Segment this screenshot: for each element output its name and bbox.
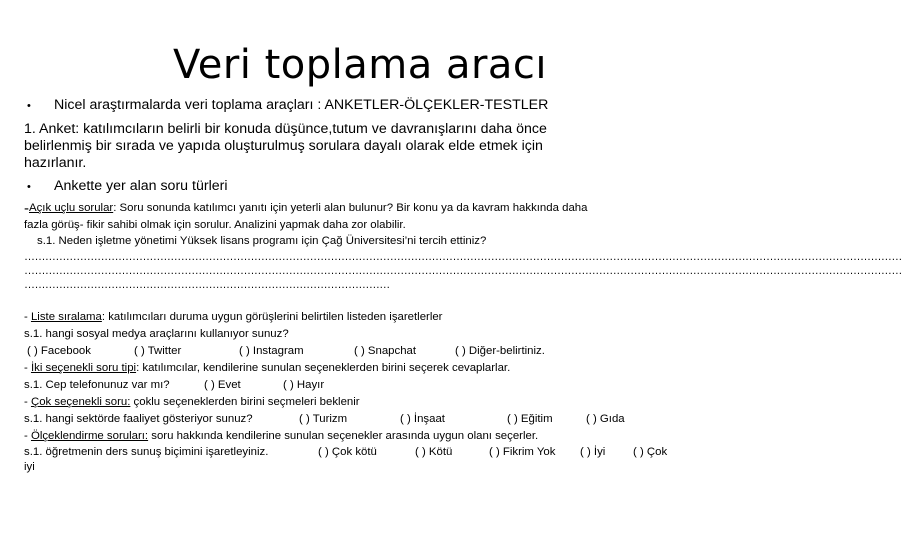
option-diger[interactable]: ( ) Diğer-belirtiniz. (455, 345, 545, 357)
anket-line-1-text: : katılımcıların belirli bir konuda düşünce,tutum ve davranışlarını daha önce (75, 121, 547, 137)
list-question: s.1. hangi sosyal medya araçlarını kullanıyor sunuz? (24, 328, 289, 340)
list-prefix: - (24, 311, 31, 323)
anket-line-1 (24, 121, 547, 138)
two-choice-label: İki seçenekli soru tipi (30, 362, 137, 374)
slide-title: Veri toplama aracı (172, 42, 548, 88)
scale-description: soru hakkında kendilerine sunulan seçenekler arasında uygun olanı seçerler. (148, 430, 539, 442)
option-iyi[interactable]: ( ) İyi (580, 446, 606, 458)
option-gida[interactable]: ( ) Gıda (586, 413, 625, 425)
option-snapchat[interactable]: ( ) Snapchat (354, 345, 417, 357)
open-dash: - (24, 200, 29, 217)
option-hayir[interactable]: ( ) Hayır (283, 379, 325, 391)
two-choice-heading (24, 361, 510, 375)
option-insaat[interactable]: ( ) İnşaat (400, 413, 445, 425)
answer-dots-line-1: ……………………………………………………………………………………………………………………………………………………………………………………………………………………………… (24, 251, 902, 263)
list-heading (24, 310, 442, 324)
anket-label: 1. Anket (24, 121, 76, 137)
option-egitim[interactable]: ( ) Eğitim (507, 413, 553, 425)
bullet-text-nicel: Nicel araştırmalarda veri toplama araçları : ANKETLER-ÖLÇEKLER-TESTLER (54, 97, 549, 113)
multi-question: s.1. hangi sektörde faaliyet gösteriyor sunuz? (24, 413, 253, 425)
option-cok-iyi[interactable]: ( ) Çok (633, 446, 668, 458)
option-cok-kotu[interactable]: ( ) Çok kötü (318, 446, 377, 458)
open-example-question: s.1. Neden işletme yönetimi Yüksek lisans programı için Çağ Üniversitesi’ni tercih ettiniz? (37, 235, 487, 247)
open-line-2: fazla görüş- fikir sahibi olmak için sorulur. Analizini yapmak daha zor olabilir. (24, 219, 406, 231)
open-line-1-text: : Soru sonunda katılımcı yanıtı için yeterli alan bulunur? Bir konu ya da kavram hakkında daha (113, 202, 588, 214)
scale-wrap-text: iyi (24, 461, 35, 473)
scale-heading (24, 429, 538, 443)
answer-dots-line-3: …………………………………………………………………………………………… (24, 279, 390, 291)
bullet-icon: • (27, 100, 31, 112)
bullet-text-soru-turleri: Ankette yer alan soru türleri (54, 178, 228, 194)
list-label: Liste sıralama (30, 311, 102, 323)
scale-question-row (0, 445, 720, 459)
option-instagram[interactable]: ( ) Instagram (239, 345, 304, 357)
multi-question-row (0, 412, 720, 426)
anket-line-3: hazırlanır. (24, 155, 87, 171)
two-choice-prefix: - (24, 362, 31, 374)
option-evet[interactable]: ( ) Evet (204, 379, 241, 391)
scale-question: s.1. öğretmenin ders sunuş biçimini işaretleyiniz. (24, 446, 269, 458)
anket-line-2: belirlenmiş bir sırada ve yapıda oluşturulmuş sorulara dayalı olarak elde etmek için (24, 138, 543, 154)
option-twitter[interactable]: ( ) Twitter (134, 345, 182, 357)
scale-prefix: - (24, 430, 31, 442)
answer-dots-line-2: ……………………………………………………………………………………………………………………………………………………………………………………………………………………………… (24, 265, 902, 277)
list-options (0, 344, 720, 358)
list-description: : katılımcıları duruma uygun görüşlerini belirtilen listeden işaretlerler (101, 311, 443, 323)
open-label: Açık uçlu sorular (29, 202, 114, 214)
multi-heading (24, 395, 360, 409)
option-turizm[interactable]: ( ) Turizm (299, 413, 348, 425)
two-choice-question-row (0, 378, 720, 392)
option-facebook[interactable]: ( ) Facebook (27, 345, 91, 357)
scale-label: Ölçeklendirme soruları: (30, 430, 149, 442)
multi-description: çoklu seçeneklerden birini seçmeleri beklenir (130, 396, 360, 408)
multi-label: Çok seçenekli soru: (30, 396, 131, 408)
two-choice-question: s.1. Cep telefonunuz var mı? (24, 379, 170, 391)
open-line-1 (24, 201, 587, 216)
two-choice-description: : katılımcılar, kendilerine sunulan seçeneklerden birini seçerek cevaplarlar. (136, 362, 511, 374)
multi-prefix: - (24, 396, 31, 408)
option-fikrim-yok[interactable]: ( ) Fikrim Yok (489, 446, 556, 458)
bullet-icon: • (27, 181, 31, 193)
option-kotu[interactable]: ( ) Kötü (415, 446, 453, 458)
